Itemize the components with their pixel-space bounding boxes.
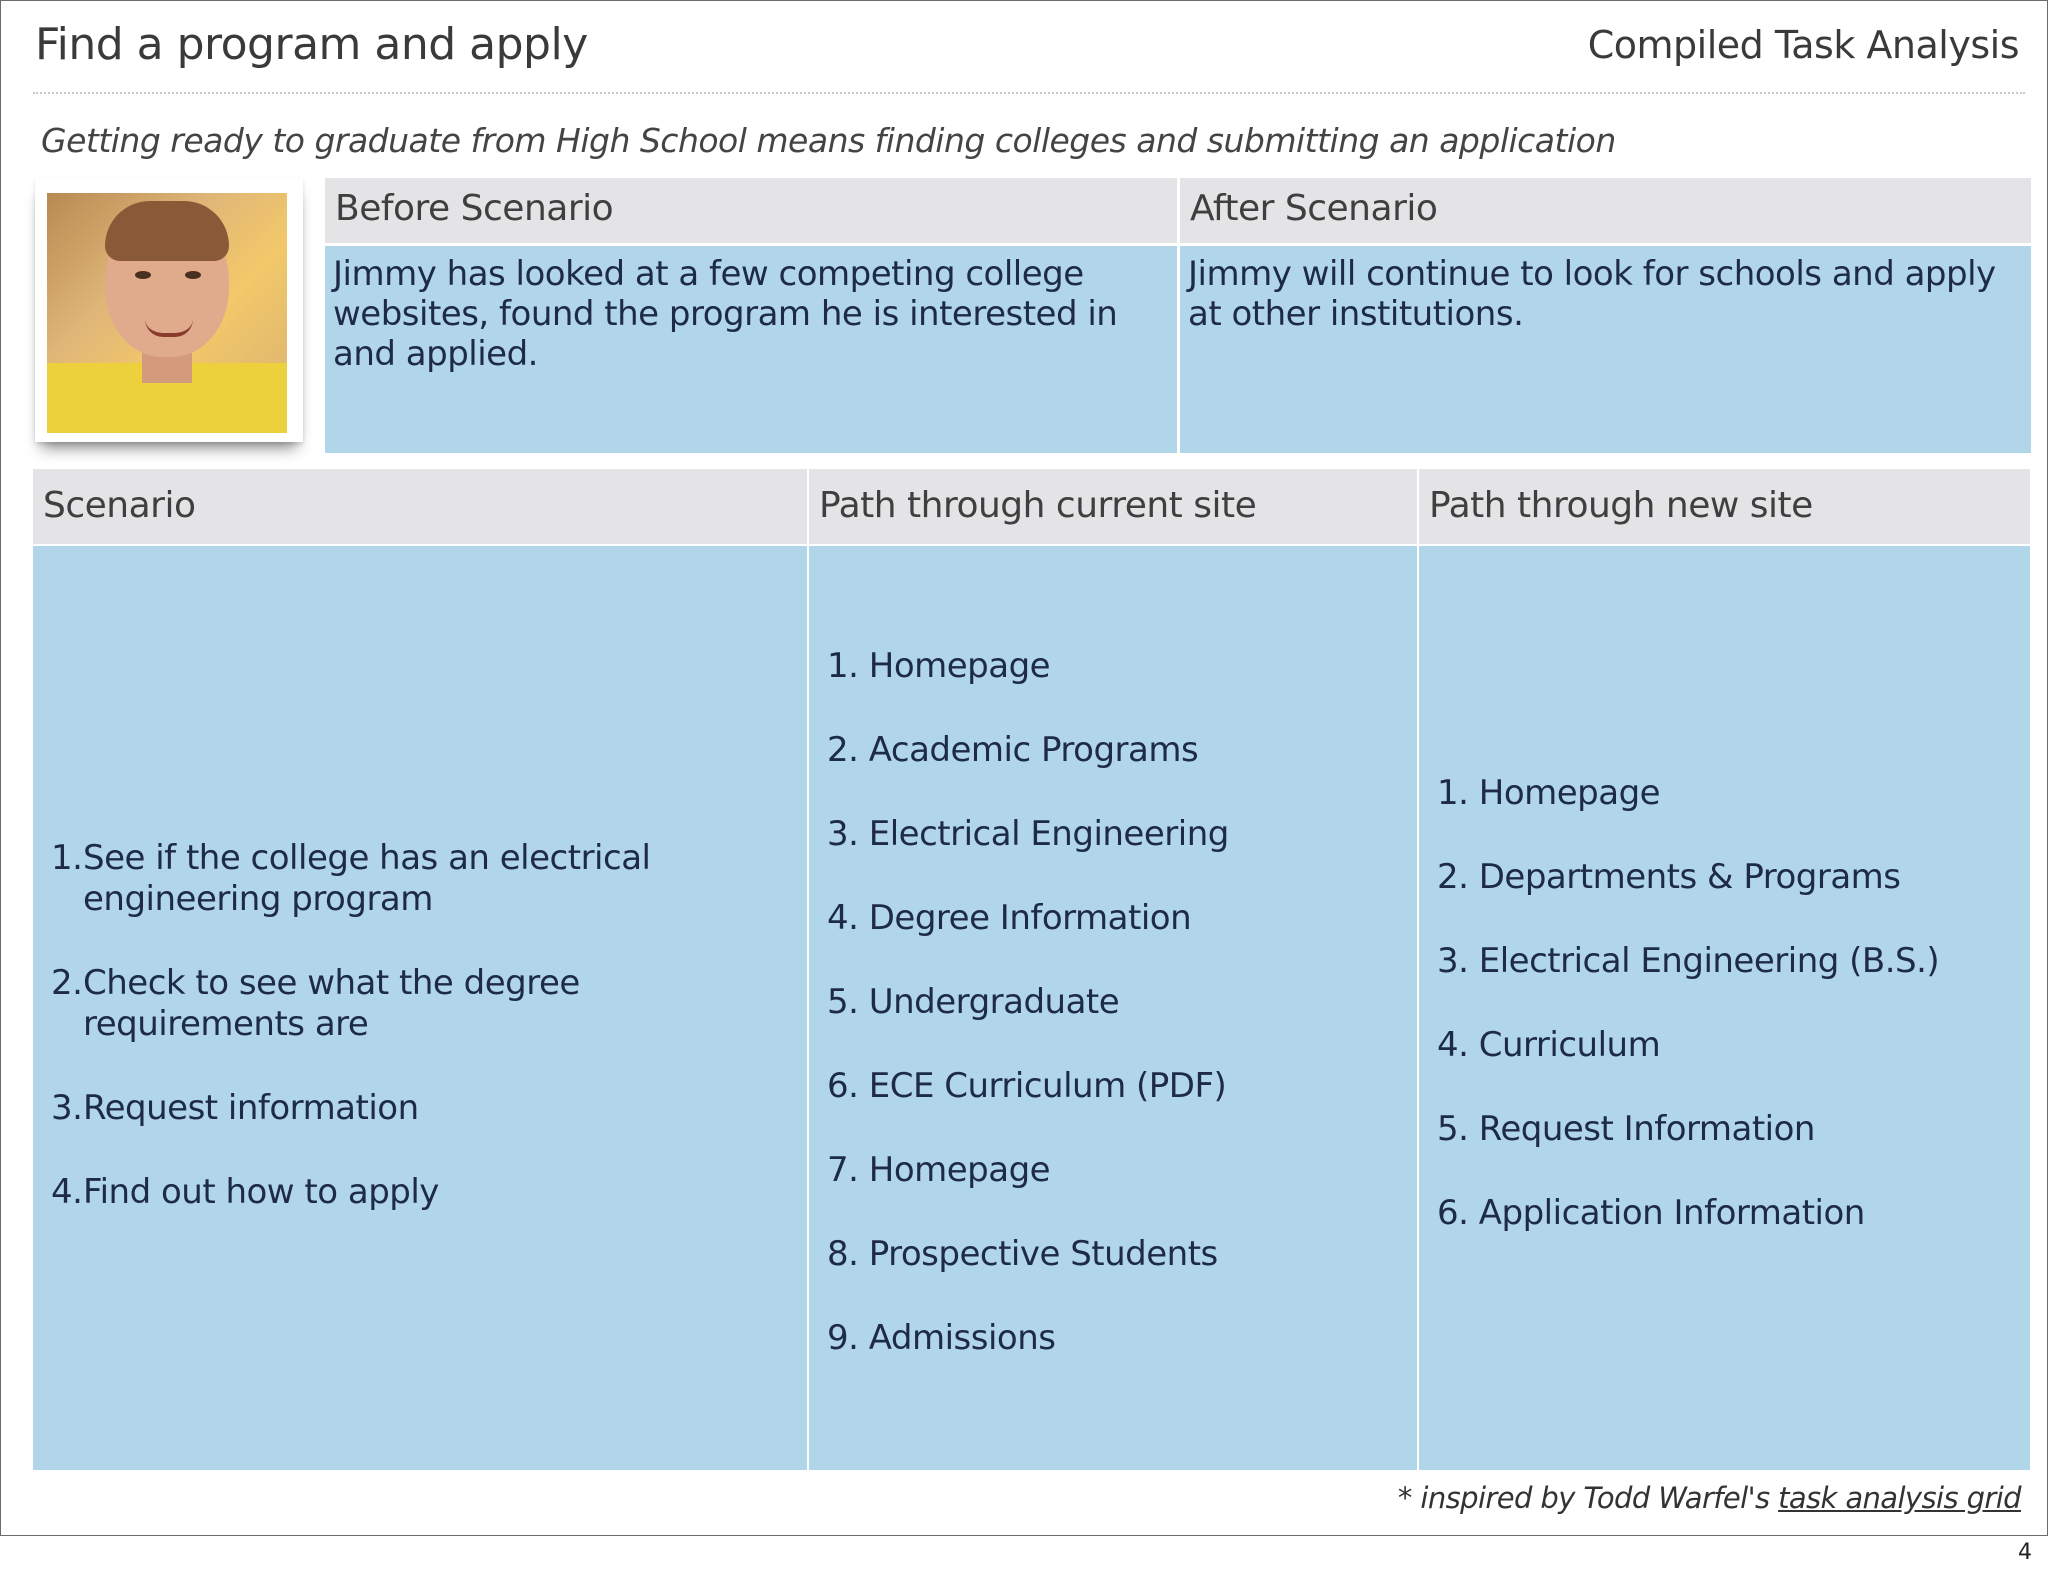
after-scenario-header [1180,178,2031,243]
current-path-step: 3. Electrical Engineering [827,814,1229,854]
after-scenario-text: Jimmy will continue to look for schools and apply at other institutions. [1188,254,1996,334]
new-path-step: 6. Application Information [1437,1193,1865,1233]
credit-prefix: * inspired by Todd Warfel's [1397,1481,1779,1515]
before-scenario-label: Before Scenario [335,188,614,229]
new-path-column-header [1419,469,2030,544]
new-path-list [1437,773,2017,1277]
current-path-step: 5. Undergraduate [827,982,1120,1022]
current-path-step: 4. Degree Information [827,898,1192,938]
page-subtitle: Getting ready to graduate from High School means finding colleges and submitting an application [41,121,1616,160]
scenario-column-header [33,469,807,544]
credit-note [1398,1481,2021,1515]
task-analysis-grid-link[interactable]: task analysis grid [1778,1481,2021,1515]
scenario-steps-list [51,838,801,1256]
document-type-label: Compiled Task Analysis [1587,23,2019,67]
new-path-step: 4. Curriculum [1437,1025,1661,1065]
new-path-column [1419,546,2030,1470]
scenario-step: 4. Find out how to apply [51,1172,439,1212]
new-path-step: 1. Homepage [1437,773,1661,813]
persona-photo-frame [35,178,303,442]
current-path-list [827,646,1407,1402]
scenario-header-label: Scenario [43,485,196,526]
current-path-column [809,546,1417,1470]
scenario-step: 1. See if the college has an electrical engineering program [51,838,651,919]
student-photo-icon [47,193,287,433]
after-scenario-cell [1180,246,2031,453]
new-path-step: 2. Departments & Programs [1437,857,1901,897]
current-path-column-header [809,469,1417,544]
title-divider [33,92,2025,94]
scenario-column [33,546,807,1470]
before-scenario-header [325,178,1177,243]
page-title: Find a program and apply [35,19,588,70]
before-scenario-cell [325,246,1177,453]
current-path-step: 7. Homepage [827,1150,1051,1190]
new-path-step: 5. Request Information [1437,1109,1815,1149]
current-path-step: 1. Homepage [827,646,1051,686]
new-path-header-label: Path through new site [1429,485,1813,526]
current-path-step: 2. Academic Programs [827,730,1199,770]
scenario-step: 2. Check to see what the degree requirements are [51,963,580,1044]
before-scenario-text: Jimmy has looked at a few competing college websites, found the program he is interested in and applied. [333,254,1118,374]
after-scenario-label: After Scenario [1190,188,1438,229]
current-path-step: 8. Prospective Students [827,1234,1218,1274]
page-number: 4 [2018,1540,2032,1565]
scenario-step: 3. Request information [51,1088,419,1128]
current-path-header-label: Path through current site [819,485,1257,526]
current-path-step: 6. ECE Curriculum (PDF) [827,1066,1227,1106]
new-path-step: 3. Electrical Engineering (B.S.) [1437,941,1940,981]
current-path-step: 9. Admissions [827,1318,1056,1358]
